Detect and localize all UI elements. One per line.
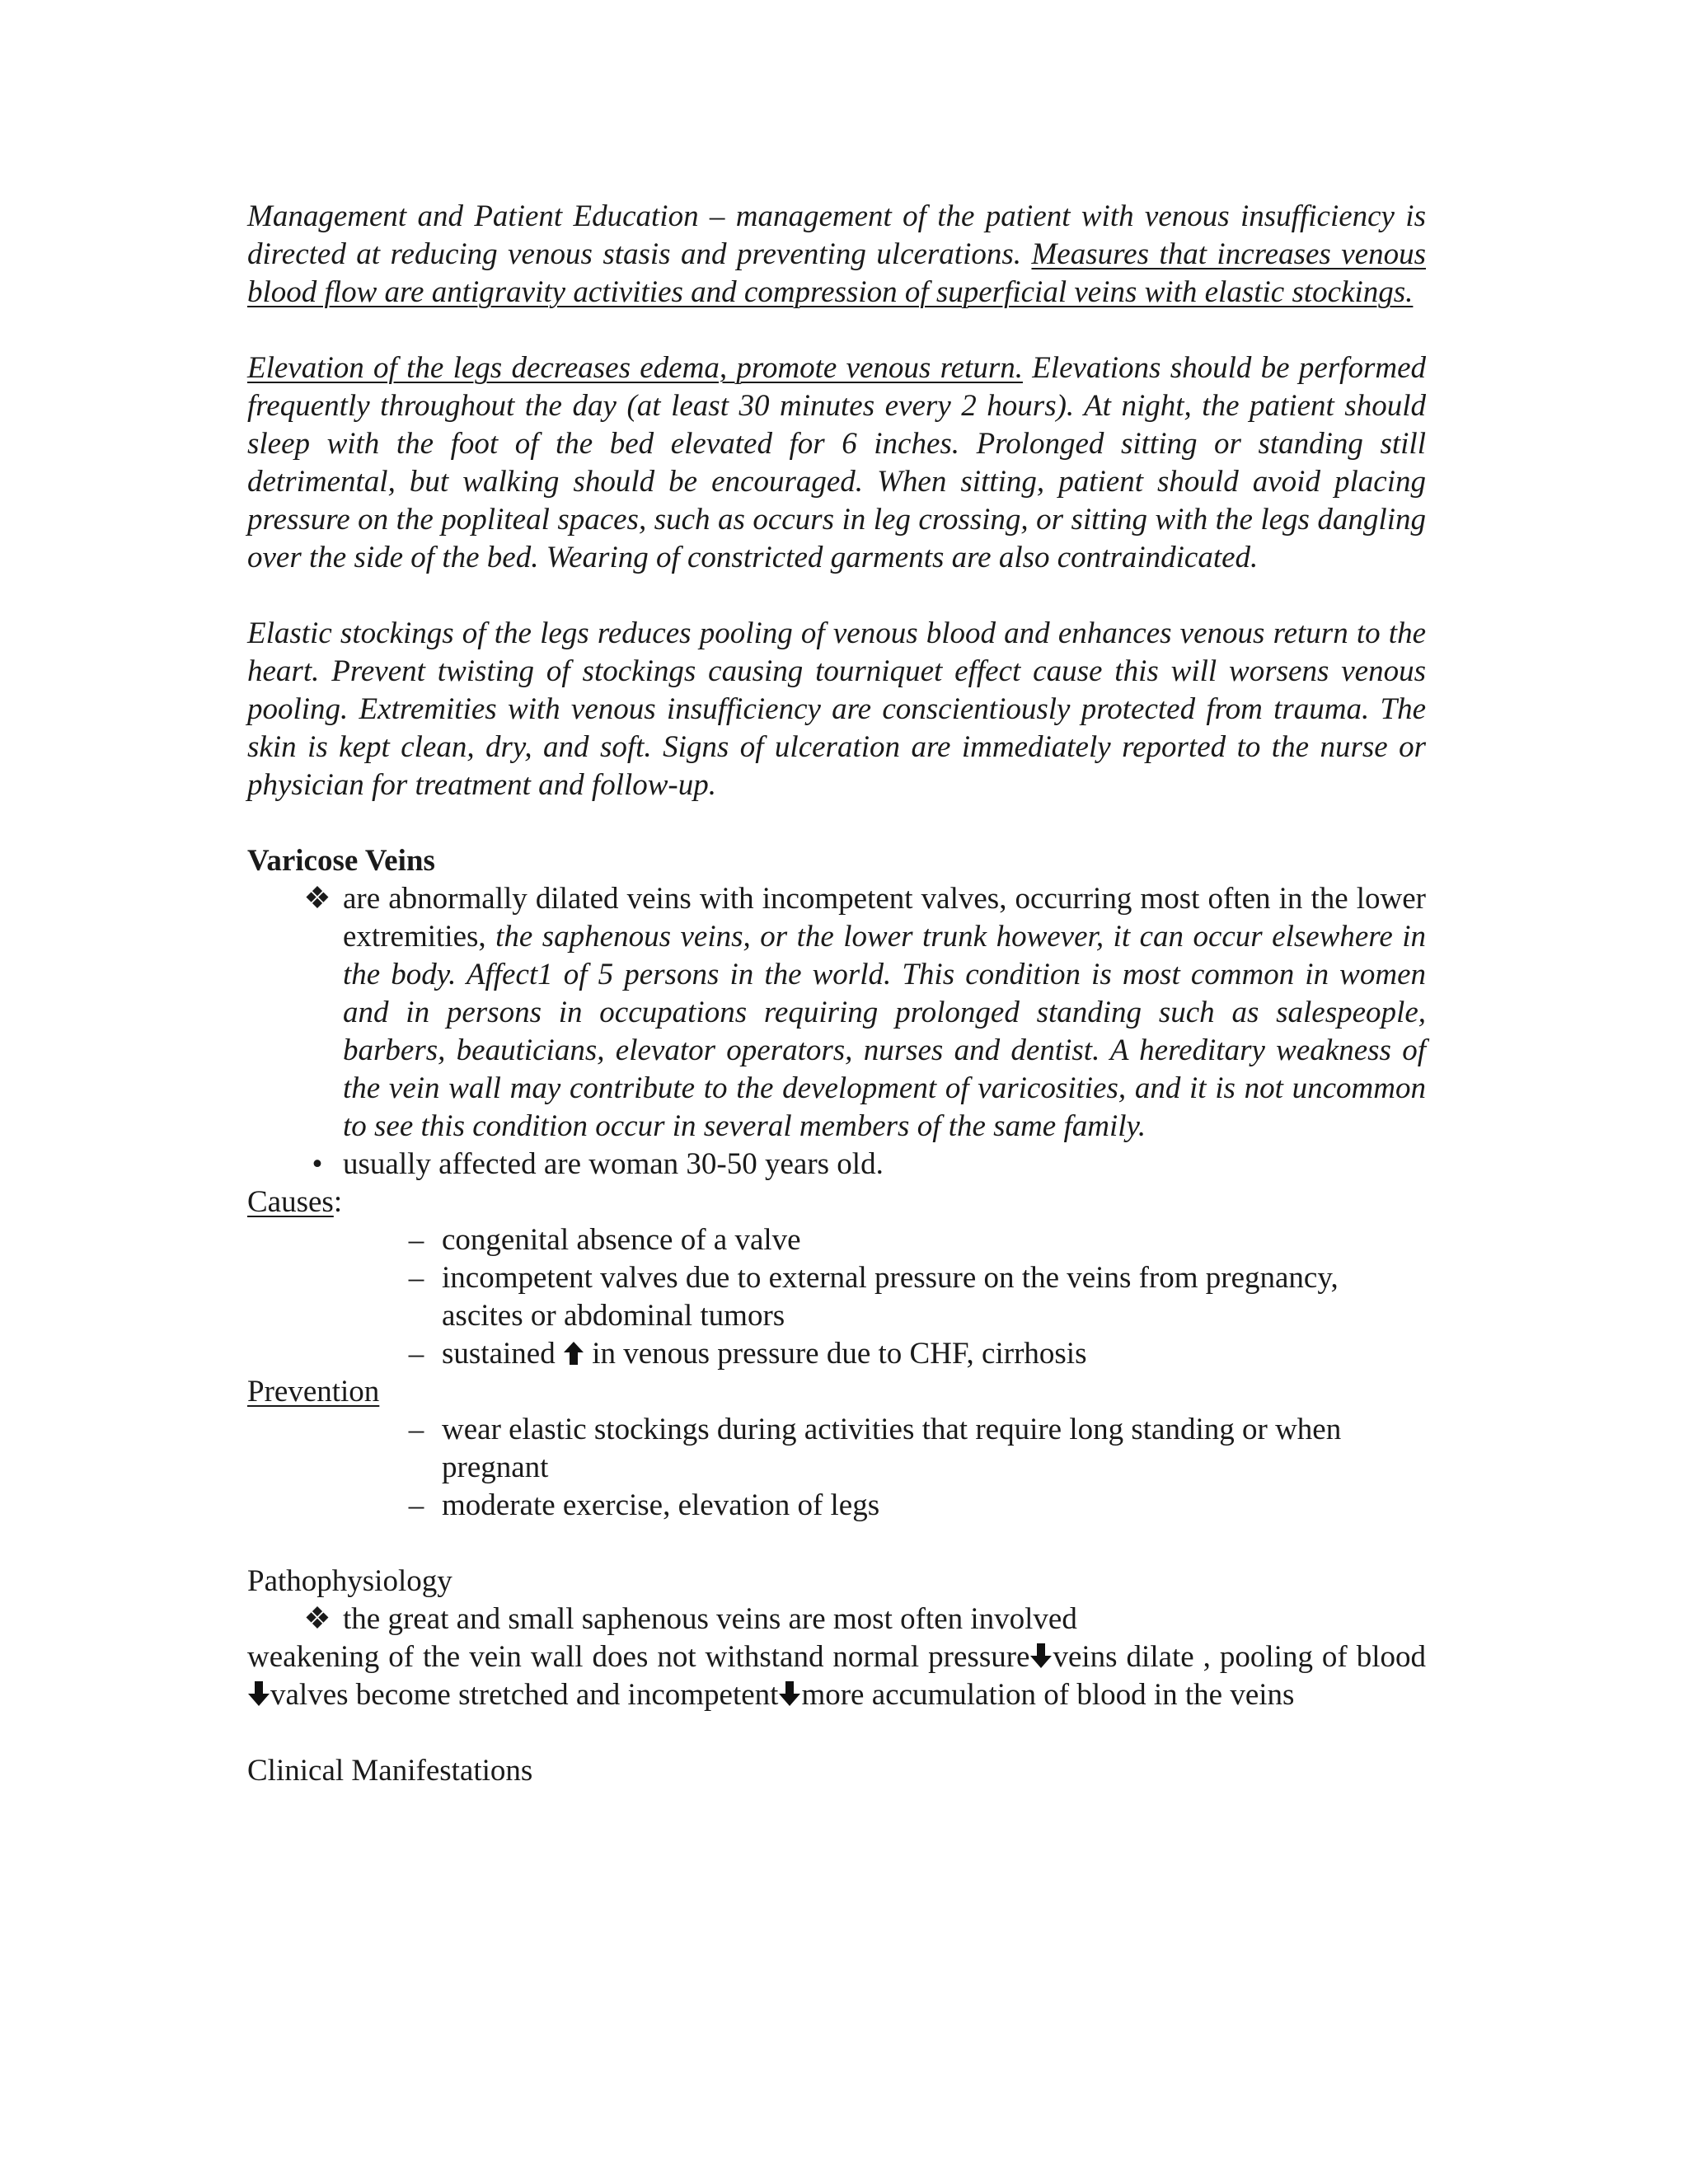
varicose-heading: Varicose Veins bbox=[247, 844, 435, 878]
down-arrow-icon bbox=[247, 1680, 270, 1708]
patho-sequence: weakening of the vein wall does not withstand normal pressure veins dilate , pooling of bloodvalves become stretched and incompetent more accumulation of blood in the veins bbox=[247, 1640, 1426, 1712]
management-text: Management and Patient Education – management of the patient with venous insufficiency is directed at reducing venous stasis and preventing ulcerations. bbox=[247, 199, 1426, 271]
dash-bullet: – bbox=[408, 1488, 424, 1522]
prevention-text: moderate exercise, elevation of legs bbox=[442, 1488, 880, 1522]
management-paragraph bbox=[247, 198, 1426, 312]
causes-label: Causes: bbox=[247, 1185, 343, 1219]
diamond-bullet-icon: ❖ bbox=[303, 1602, 331, 1636]
measures-text: Measures that increases venous blood flow are antigravity activities and compression of superficial veins with elastic stockings. bbox=[247, 237, 1426, 309]
list-item bbox=[247, 880, 1426, 1146]
dash-bullet: – bbox=[408, 1413, 424, 1446]
clinical-manifestations-label: Clinical Manifestations bbox=[247, 1754, 533, 1788]
document-page bbox=[247, 198, 1426, 1790]
list-item bbox=[247, 1221, 1426, 1259]
list-item bbox=[247, 1601, 1426, 1638]
stockings-paragraph: Elastic stockings of the legs reduces pooling of venous blood and enhances venous return to the heart. Prevent twisting of stockings causing tourniquet effect cause this will worsens venous pooling. Extremities with venous insufficiency are conscientiously protected from trauma. The skin is kept clean, dry, and soft. Signs of ulceration are immediately reported to the nurse or physician for treatment and follow-up. bbox=[247, 616, 1426, 802]
dash-bullet: – bbox=[408, 1337, 424, 1371]
list-item bbox=[247, 1335, 1426, 1373]
prevention-label: Prevention bbox=[247, 1375, 380, 1408]
down-arrow-icon bbox=[1029, 1642, 1053, 1670]
cause-text: sustained in venous pressure due to CHF, cirrhosis bbox=[442, 1337, 1087, 1371]
dash-bullet: – bbox=[408, 1223, 424, 1257]
varicose-definition: are abnormally dilated veins with incompetent valves, occurring most often in the lower extremities, bbox=[343, 882, 1426, 954]
prevention-text: wear elastic stockings during activities that require long standing or when pregnant bbox=[442, 1413, 1342, 1484]
cause-text: incompetent valves due to external pressure on the veins from pregnancy, ascites or abdominal tumors bbox=[442, 1261, 1339, 1333]
elevation-paragraph bbox=[247, 349, 1426, 577]
pathophysiology-label: Pathophysiology bbox=[247, 1564, 452, 1598]
cause-text: congenital absence of a valve bbox=[442, 1223, 801, 1257]
list-item bbox=[247, 1146, 1426, 1183]
affected-text: usually affected are woman 30-50 years old. bbox=[343, 1147, 884, 1181]
list-item bbox=[247, 1259, 1426, 1335]
down-arrow-icon bbox=[778, 1680, 801, 1708]
elevation-lead: Elevation of the legs decreases edema, promote venous return. bbox=[247, 351, 1023, 385]
patho-bullet-text: the great and small saphenous veins are most often involved bbox=[343, 1602, 1077, 1636]
list-item bbox=[247, 1411, 1426, 1487]
elevation-text: Elevations should be performed frequently throughout the day (at least 30 minutes every 2 hours). At night, the patient should sleep with the foot of the bed elevated for 6 inches. Prolonged sitting or standing still detrimental, but walking should be encouraged. When sitting, patient should avoid placing pressure on the popliteal spaces, such as occurs in leg crossing, or sitting with the legs dangling over the side of the bed. Wearing of constricted garments are also contraindicated. bbox=[247, 351, 1426, 574]
list-item bbox=[247, 1487, 1426, 1525]
bullet-icon: • bbox=[312, 1147, 323, 1181]
up-arrow-icon bbox=[563, 1340, 584, 1366]
varicose-details: the saphenous veins, or the lower trunk however, it can occur elsewhere in the body. Affect1 of 5 persons in the world. This condition is most common in women and in persons in occupations requiring prolonged standing such as salespeople, barbers, beauticians, elevator operators, nurses and dentist. A hereditary weakness of the vein wall may contribute to the development of varicosities, and it is not uncommon to see this condition occur in several members of the same family. bbox=[343, 920, 1426, 1143]
diamond-bullet-icon: ❖ bbox=[303, 882, 331, 916]
dash-bullet: – bbox=[408, 1261, 424, 1295]
